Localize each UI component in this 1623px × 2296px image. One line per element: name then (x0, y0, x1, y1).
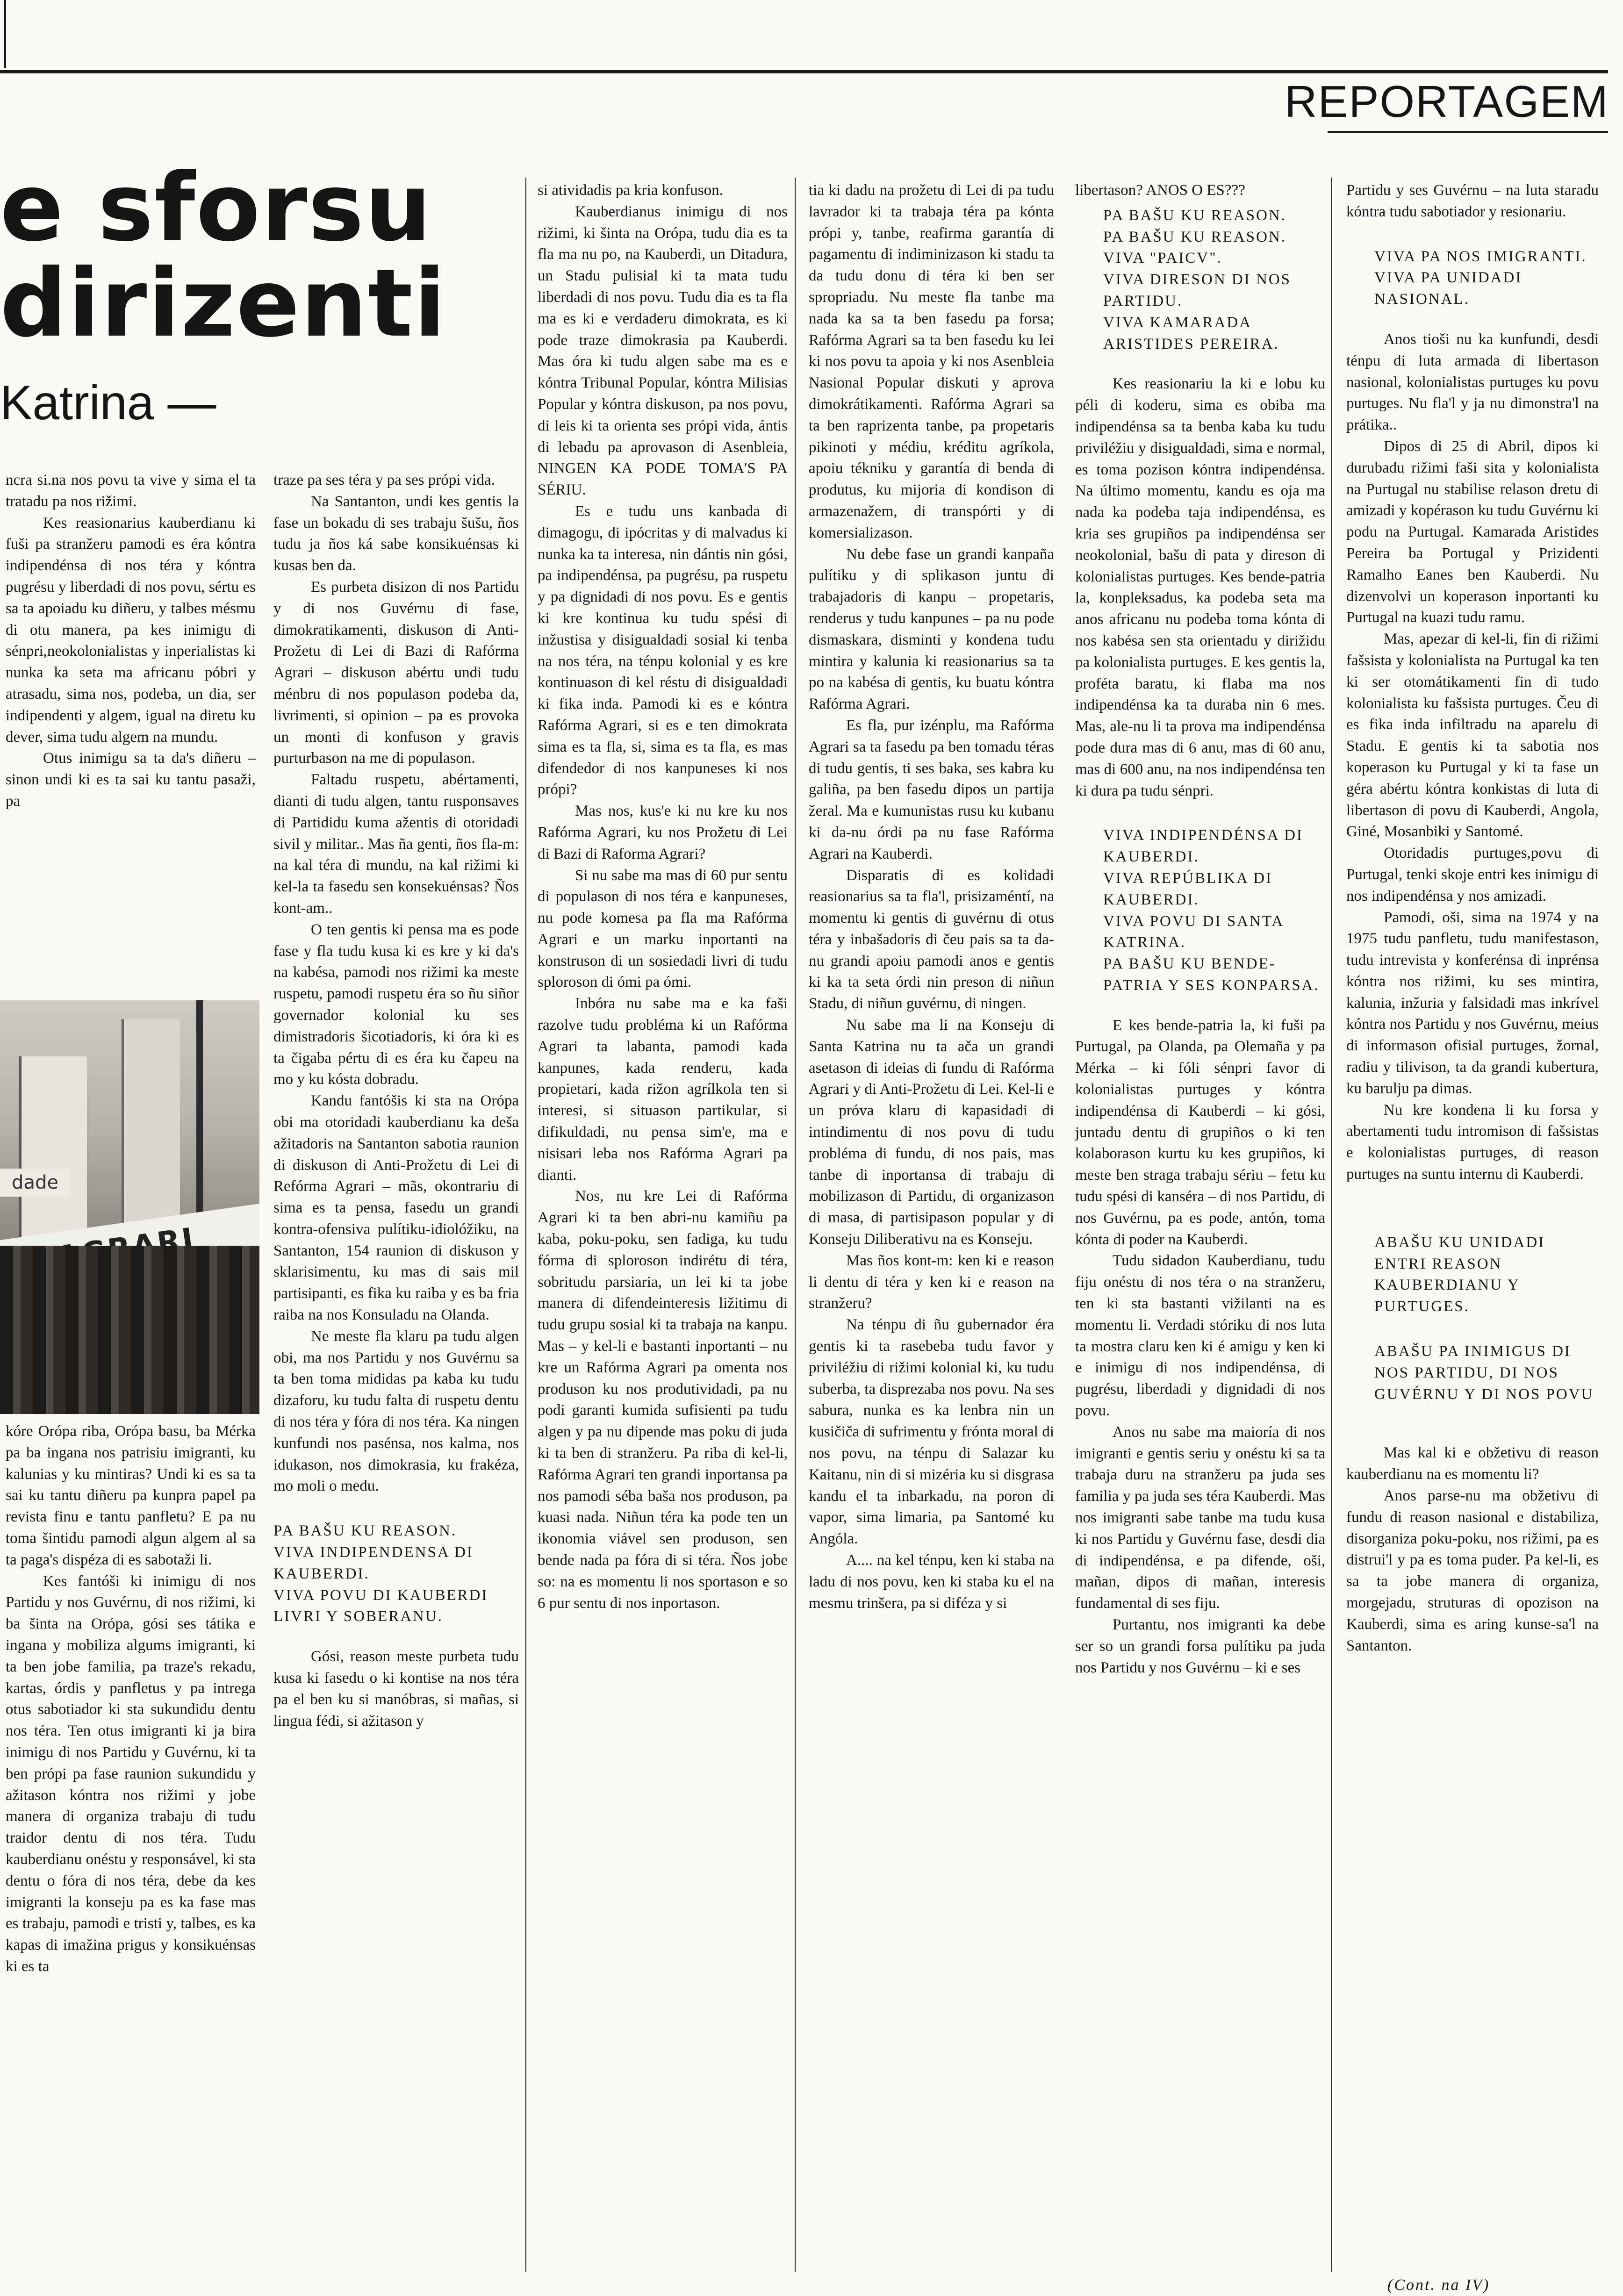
headline-line2: dirizenti (0, 249, 447, 358)
paragraph: Disparatis di es kolidadi reasionarius sa ta fla'l, prisizaméntí, na momentu ki gentis di guvérnu di otus téra y inbašadoris di čeu pais sa ta da-nu grandi apoiu pamodi anos e gentis ki ka ta seta órdi nin preson di niñun Stadu, di niñun guvérnu, di ningen. (809, 867, 1054, 1012)
paragraph: Anos tioši nu ka kunfundi, desdi ténpu di luta armada di libertason nasional, kolonialistas purtuges ku povu purtuges. Nu fla'l y ja nu dimonstra'l na prátika.. (1346, 330, 1599, 434)
slogan: VIVA PA NOS IMIGRANTI. (1374, 248, 1587, 265)
slogan: VIVA PA UNIDADI NASIONAL. (1374, 269, 1522, 308)
slogan: VIVA INDIPENDENSA DI KAUBERDI. (273, 1544, 474, 1582)
paragraph: Na ténpu di ñu gubernador éra gentis ki ta rasebeba tudu favor y priviléžiu di rižimi kolonial ki, ku tudu suberba, ta disprezaba nos povu. Na ses sabura, nunka es ka lenbra nin un kusičiča di sufrimentu y fróntа moral di nos povu, na ténpu di Salazar ku Kaitanu, nin di si mizéria ku si disgrasa kandu el ta inbarkadu, na poron di vapor, sima limaria, pa Santomé ku Angóla. (809, 1316, 1054, 1548)
paragraph: si atividadis pa kria konfuson. (538, 182, 723, 199)
headline-line1: e sforsu (0, 153, 432, 262)
header-rule (1328, 131, 1608, 133)
paragraph: Si nu sabe ma mas di 60 pur sentu di populason di nos téra e kanpuneses, nu pode komesa pa fla ma Rafórma Agrari e un marku inportanti na konstruson di un sosiedadi livri di tudu sploroson di ómi pa ómi. (538, 867, 788, 991)
paragraph: Kes reasionariu la ki e lobu ku péli di koderu, sima es obiba ma indipendénsa sa ta benba kaba ku tudu priviléžiu y disigualdadi, sima e normal, es toma pozison kóntra indipendénsa. Na último momentu, kandu es oja ma nada ka podeba taja indipendénsa, es kria ses grupiños pa indipendénsa ser neokolonial, bašu di pata y direson di kolonialistas purtuges. Kes bende-patria la, konpleksadus, ka podeba seta ma anos africanu nu podeba toma kónta di nos kabésa sen sta orientadu y dirižidu pa kolonialista purtuges. E kes gentis la, proféta baratu, ki flaba ma nos indipendénsa ka ta duraba nin 6 mes. Mas, ale-nu li ta prova ma indipendénsa pode dura mas di 6 anu, mas di 60 anu, mas di 600 anu, na nos indipendénsa ten ki dura pa tudu sénpri. (1075, 375, 1325, 799)
paragraph: Anos parse-nu ma obžetivu di fundu di reason nasional e distabiliza, disorganiza poku-poku, nos rižimi, pa es distrui'l y pa es toma puder. Pa kel-li, es sa ta jobe manera di organiza, morgejadu, struturas di opozison na Kauberdi, sima es aring kunse-sa'l na Santanton. (1346, 1487, 1599, 1654)
paragraph: Mas ños kont-m: ken ki e reason li dentu di téra y ken ki e reason na stranžeru? (809, 1252, 1054, 1312)
slogan-block (1346, 246, 1599, 310)
paragraph: Kes reasionarius kauberdianu ki fuši pa stranžeru pamodi es éra kóntra indipendénsa di nos téra y kóntra pugrésu y liberdadi di nos povu, sértu es sa ta apoiadu ku diñeru, y talbes mésmu di otu manera, pa kes inimigu di sénpri,neokolonialistas y inperialistas ki nunka ka seta ma africanu póbri y atrasadu, sima nos, podeba, un dia, ser indipendenti y algem, igual na diretu ku dever, sima tudu algem na mundu. (6, 514, 256, 746)
slogan: VIVA KAMARADA ARISTIDES PEREIRA. (1103, 314, 1279, 352)
paragraph: Inbóra nu sabe ma e ka faši razolve tudu problémа ki un Rafórma Agrari ta labanta, pamodi kada kanpunes, kada renderu, kada propietari, kada rižon agrílkola ten si interesi, si situason partikular, si difikuldadi, nu pensa sim'e, ma e nisisari leba nos Rafórma Agrari pa dianti. (538, 995, 788, 1184)
paragraph: traze pa ses téra y pa ses própi vida. (273, 472, 495, 488)
slogan: VIVA INDIPENDÉNSA DI KAUBERDI. (1103, 827, 1303, 866)
paragraph: Kandu fantóšis ki sta na Orópa obi ma otoridadi kauberdianu ka deša ažitadoris na Santanton sabotia raunion di diskuson di Anti-Prožetu di Lei di Refórma Agrari – mãs, okontrariu di sima es ta pensa, fasedu un grandi kontra-ofensiva pulítiku-idiolóžiku, na Santanton, 154 raunion di diskuson y sklarisimentu, ku mas di sais mil partisipanti, es fika ku raiba y es ba fria raiba na nos Konsuladu na Olanda. (273, 1092, 519, 1324)
paragraph: Mas nos, kus'e ki nu kre ku nos Rafórma Agrari, ku nos Prožetu di Lei di Bazi di Raforma Agrari? (538, 803, 788, 862)
photo-sign: dade (0, 1169, 70, 1197)
left-edge-mark (4, 0, 6, 68)
slogan: VIVA POVU DI SANTA KATRINA. (1103, 912, 1284, 951)
slogan: ABAŠU PA INIMIGUS DI NOS PARTIDU, DI NOS GUVÉRNU Y DI NOS POVU (1374, 1343, 1594, 1403)
paragraph: Gósi, reason meste purbeta tudu kusa ki fasedu o ki kontise na nos téra pa el ben ku si manóbras, si mañas, si lingua fédi, si ažitason y (273, 1648, 519, 1729)
paragraph: E kes bende-patria la, ki fuši pa Purtugal, pa Olanda, pa Olemaña y pa Mérka – ki fóli sénpri favor di kolonialistas purtuges y kóntra indipendénsa di Kauberdi – ki gósi, juntadu dentu di grupiños o ki ten kolaborason kurtu ku kes grupiños, ki meste ben straga trabaju sériu – fetu ku tudu spési di kanséra – di nos Partidu, di nos Guvérnu, pa es pode, antón, toma kónta di poder na Kauberdi. (1075, 1017, 1325, 1248)
paragraph: Es fla, pur izénplu, ma Rafórma Agrari sa ta fasedu pa ben tomadu téras di tudu gentis, ti ses baka, ses kabra ku galiña, pa ben fasedu dipos un partija žeral. Ma e kumunistas rusu ku kubanu ki da-nu órdi pa nu fase Rafórma Agrari na Kauberdi. (809, 717, 1054, 862)
article-column-4 (809, 180, 1054, 1614)
paragraph: Nu sabe ma li na Konseju di Santa Katrina nu ta ača un grandi asetason di ideias di fundu di Rafórma Agrari y di Anti-Prožetu di Lei. Kel-li e un próva klaru di kapasidadi di intindimentu di nos povu di tudu problémа di fundu, di nos pais, mas tanbe di inportansa di trabaju di mobilizason di Partidu, di organizason di masa, di partisipason popular y di Konseju Diliberativu na es Konseju. (809, 1017, 1054, 1248)
paragraph: tia ki dadu na prožetu di Lei di pa tudu lavrador ki ta trabaja téra pa kónta própi y, tanbe, reafirma garantía di pagamentu di indiminizason ki stadu ta da tudu donu di téra ki ben ser spropriadu. Nu meste fla tanbe ma nada ka sa ta ben fasedu pa forsa; Rafórma Agrari sa ta ben fasedu ku lei ki nos povu ta apoia y ki nos Asenbleia Nasional Popular diskuti y aprova dimokrátikamenti. Rafórma Agrari sa ta ben raprizenta tanbe, pa propetaris pikinoti y médiu, kréditu agríkola, apoiu tékniku y garantía di benda di produtus, ku mijoria di kondison di armazenažem, di transpórti y di komersializason. (809, 182, 1054, 541)
paragraph: Mas, apezar di kel-li, fin di rižimi fašsista y kolonialista na Purtugal ka ten ki ser otomátikamenti fin di tudo kolonialista ku fašsista purtuges. Čeu di es fika inda infiltradu na aparelu di Stadu. E gentis ki ta sabotia nos koperason ku Purtugal y ki ta fase un géra abértu kóntra konkistas di luta di libertason di povu di Kauberdi, Angola, Giné, Mosanbiki y Santomé. (1346, 631, 1599, 840)
paragraph: Es e tudu uns kanbada di dimagogu, di ipócritas y di malvadus ki nunka ka ta interesa, nin dántis nin gósi, pa indipendénsa, pa pugrésu, pa ruspetu y pa dignidadi di nos povu. Es e gentis ki kre kontinua ku tudu spési di inžustisa y disigualdadi sosial ki tenba na nos téra, na ténpu kolonial y es kre kontinuason di kel réstu di disigualdadi ki fika inda. Pamodi ki es e kóntra Rafórma Agrari, si es e ten dimokrata sima es ta fla, si, sima es ta fla, es mas difendedor di nos kanpuneses ki nos própi? (538, 502, 788, 798)
slogan-block (1346, 1341, 1599, 1405)
top-rule (0, 70, 1608, 73)
article-column-1 (6, 470, 256, 812)
paragraph: Na Santanton, undi kes gentis la fase un bokadu di ses trabaju šušu, ños tudu ja ños ká sabe konsikuénsas ki kusas ben da. (273, 493, 519, 574)
photo-building (19, 1056, 87, 1257)
byline: Katrina — (0, 376, 216, 430)
paragraph: Pamodi, oši, sima na 1974 y na 1975 tudu panfletu, tudu manifestason, tudu intrevista y konferénsa di inprénsa kóntra nos rižimi, ku ses mintira, kalunia, inžuria y falsidadi mas inkrível kóntra nos Partidu y nos Guvérnu, meius di informason ofisial purtuges, žornal, radiu y tilivison, ta da grandi kubertura, ku barulju pa dimas. (1346, 909, 1599, 1097)
paragraph: Nu debe fase un grandi kanpaña pulítiku y di splikason juntu di trabajadoris di kanpu – propetaris, renderus y tudu kanpunes – pa nu pode dismaskara, disminti y kondena tudu mintira y kalunia ki reasionarius sa ta po na kabésa di gentis, ku buatu kóntra Rafórma Agrari. (809, 545, 1054, 713)
paragraph: Kauberdianus inimigu di nos rižimi, ki šinta na Orópa, tudu dia es ta fla ma nu po, na Kauberdi, un Ditadura, un Stadu pulisial ki ta mata tudu liberdadi di nos povu. Tudu dia es ta fla ma es ki e verdaderu dimokrata, es ki pode traze dimokrasia pa Kauberdi. Mas óra ki tudu algen sabe ma es e kóntra Tribunal Popular, kóntra Milisias Popular y kóntra diskuson, pa nos povu, di leis ki ta orienta ses própi vida, ántis di lebadu pa aprovason di Asenbleia, NINGEN KA PODE TOMA'S PA SÉRIU. (538, 203, 788, 499)
paragraph: Kes fantóši ki inimigu di nos Partidu y nos Guvérnu, di nos rižimi, ki ba šinta na Orópa, gósi ses tátika e ingana y mobiliza algums imigranti, ki ta ben jobe familia, pa traze's rekadu, kartas, órdis y panfletus y pa intrega otus sabotiador ki sta sukundidu dentu nos téra. Ten otus imigranti ki ja bira inimigu di nos Partidu y Guvérnu, ki ta ben própi pa fase raunion sukundidu y ažitason kóntra nos rižimi y jobe manera di organiza trabaju di tudu traidor dentu di nos téra. Tudu kauberdianu onéstu y responsável, ki sta dentu o fóra di nos téra, debe da kes imigranti la konseju pa es ka fase mas es trabaju, pamodi e tristi y, talbes, es ka kapas di imažina prigus y konsikuénsas ki es ta (6, 1572, 256, 1975)
paragraph: libertason? ANOS O ES??? (1075, 182, 1245, 199)
slogan: VIVA REPÚBLIKA DI KAUBERDI. (1103, 869, 1273, 908)
paragraph: Anos nu sabe ma maioría di nos imigranti e gentis seriu y onéstu ki sa ta trabaja duru na stranžeru pa juda ses familia y pa juda ses téra Kauberdi. Mas nos imigranti sabe tanbe ma tudu kusa ki nos Partidu y Guvérnu fase, desdi dia di indipendénsa, e pa difende, oši, mañan, dipos di mañan, interesis fundamental di ses fiju. (1075, 1423, 1325, 1612)
paragraph: Dipos di 25 di Abril, dipos ki durubadu rižimi faši sita y kolonialista na Purtugal nu stabilise relason dretu di amizadi y kopérason ku tudu Guvérnu ki podu na Purtugal. Kamarada Aristides Pereira ba Portugal y Prizidenti Ramalho Eanes ben Kauberdi. Nu dizenvolvi un koperason inportanti ku Purtugal na kuazi tudu ramu. (1346, 438, 1599, 626)
paragraph: Ne meste fla klaru pa tudu algen obi, ma nos Partidu y nos Guvérnu sa ta ben toma mididas pa kaba ku tudu dizaforu, ku tudu falta di ruspetu dentu di nos téra y fóra di nos téra. Ka ningen kunfundi nos pasénsa, nos kalma, nos idukason, nos dimokrasia, ku frakéza, mo moli o medu. (273, 1327, 519, 1495)
slogan: PA BAŠU KU REASON. (1103, 228, 1287, 245)
slogan: VIVA POVU DI KAUBERDI LIVRI Y SOBERANU. (273, 1586, 488, 1625)
slogan: PA BAŠU KU REASON. (1103, 207, 1287, 224)
paragraph: Es purbeta disizon di nos Partidu y di nos Guvérnu di fase, dimokratikamenti, diskuson di Anti-Prožetu di Lei di Bazi di Rafórma Agrari – diskuson abértu undi tudu ménbru di nos populason podeba da, livrimenti, si opinion – pa es provoka un monti di konfuson y gravis purturbason na me di populason. (273, 578, 519, 767)
paragraph: Tudu sidadon Kauberdianu, tudu fiju onéstu di nos téra o na stranžeru, ten ki sta bastanti vižilanti na es momentu li. Verdadi stóriku di nos luta ta mostra claru ken ki é amigu y ken ki e inimigu di nos indipendénsa, di pugrésu, liberdadi y dignidadi di nos povu. (1075, 1252, 1325, 1420)
photo-crowd (0, 1246, 259, 1414)
paragraph: Otoridadis purtuges,povu di Purtugal, tenki skoje entri kes inimigu di nos indipendénsa y nos amizadi. (1346, 845, 1599, 904)
paragraph: A.... na kel ténpu, ken ki staba na ladu di nos povu, ken ki staba ku el na mesmu trinšera, pa si diféza y si (809, 1552, 1054, 1612)
slogan: VIVA DIRESON DI NOS PARTIDU. (1103, 271, 1292, 309)
slogan: VIVA "PAICV". (1103, 250, 1222, 267)
slogan: PA BAŠU KU BENDE-PATRIA Y SES KONPARSA. (1103, 955, 1320, 994)
article-column-2 (273, 470, 519, 1732)
slogan: PA BAŠU KU REASON. (273, 1522, 457, 1540)
paragraph: Nu kre kondena li ku forsa y abertamenti tudu intromison di fašsistas e kolonialistas purtuges, di reason purtuges na suntu internu di Kauberdi. (1346, 1101, 1599, 1183)
continued-note: (Cont. na IV) (1387, 2276, 1490, 2294)
paragraph: Partidu y ses Guvérnu – na luta staradu kóntra tudu sabotiador y resionariu. (1346, 182, 1599, 220)
article-column-3 (538, 180, 788, 1614)
column-rule (795, 178, 796, 2272)
article-column-1b (6, 1421, 256, 1978)
paragraph: Nos, nu kre Lei di Rafórma Agrari ki ta ben abri-nu kamiñu pa kaba, poku-poku, sen fadiga, ku tudu fórma di sploroson indirétu di téra, sobritudu parsiaria, un lei ki ta jobe manera di difendeinteresis ližitimu di tudu grupu sosial ki ta trabaja na kanpu. Mas – y kel-li e bastanti inportanti – nu kre un Rafórma Agrari pa omenta nos produson ku nos produtividadi, pa nu podi garanti kumida sufisienti pa tudu algen y pa nu dipende mas poku di juda ki ta ben di stranžeru. Pa riba di kel-li, Rafórma Agrari ten grandi inportansa pa nos pamodi séba bašа nos produson, pa kuasi nada. Niñun téra ka pode ten un ikonomia viável sen produson, sen bende nada pa fóra di si téra. Ños jobe so: na es momentu li nos sportason e so 6 pur sentu di nos inportason. (538, 1188, 788, 1612)
column-rule (1331, 178, 1332, 2272)
slogan-block (1075, 825, 1325, 996)
article-column-5 (1075, 180, 1325, 1679)
column-rule (525, 178, 526, 2272)
paragraph: kóre Orópa riba, Orópa basu, ba Mérka pa ba ingana nos patrisiu imigranti, ku kalunias y ku mintiras? Undi ki es sa ta sai ku tantu diñeru pa kunpra papel pa revista finu e tantu panfletu? E pa nu toma šintidu pamodi algun algem al sa ta paga's dispéza di es sabotaži li. (6, 1423, 256, 1568)
section-header: REPORTAGEM (1285, 77, 1609, 127)
paragraph: ncra si.na nos povu ta vive y sima el ta tratadu pa nos rižimi. (6, 472, 256, 510)
slogan: ABAŠU KU UNIDADI ENTRI REASON KAUBERDIANU Y PURTUGES. (1374, 1234, 1545, 1315)
paragraph: Otus inimigu sa ta da's diñeru – sinon undi ki es ta sai ku tantu pasaži, pa (6, 750, 256, 810)
paragraph: Purtantu, nos imigranti ka debe ser so un grandi forsa pulítiku pa juda nos Partidu y nos Guvérnu – ki e ses (1075, 1616, 1325, 1676)
paragraph: Mas kal ki e obžetivu di reason kauberdianu na es momentu li? (1346, 1444, 1599, 1483)
paragraph: O ten gentis ki pensa ma es pode fase y fla tudu kusa ki es kre y ki da's na kabésa, pamodi nos rižimi ka meste ruspetu, pamodi ruspetu éra so ñu siñor governador kolonial ku ses dimistradoris šicotiadoris, ki óra ki es ta čigaba pértu di es éra ku čapeu na mo y ku kósta dobradu. (273, 921, 519, 1088)
slogan-block (273, 1521, 519, 1628)
slogan-block (1346, 1232, 1599, 1318)
article-column-6 (1346, 180, 1599, 1657)
news-photo (0, 1000, 259, 1414)
slogan-block (1075, 205, 1325, 355)
paragraph: Faltadu ruspetu, abértamenti, dianti di tudu algen, tantu rusponsaves di Partididu kuma ažentis di otoridadi sivil y militar.. Mas ña genti, ños fla-m: na kal téra di mundu, na kal rižimi ki kel-la ta fasedu sen konsekuénsas? Ños kont-am.. (273, 771, 519, 917)
